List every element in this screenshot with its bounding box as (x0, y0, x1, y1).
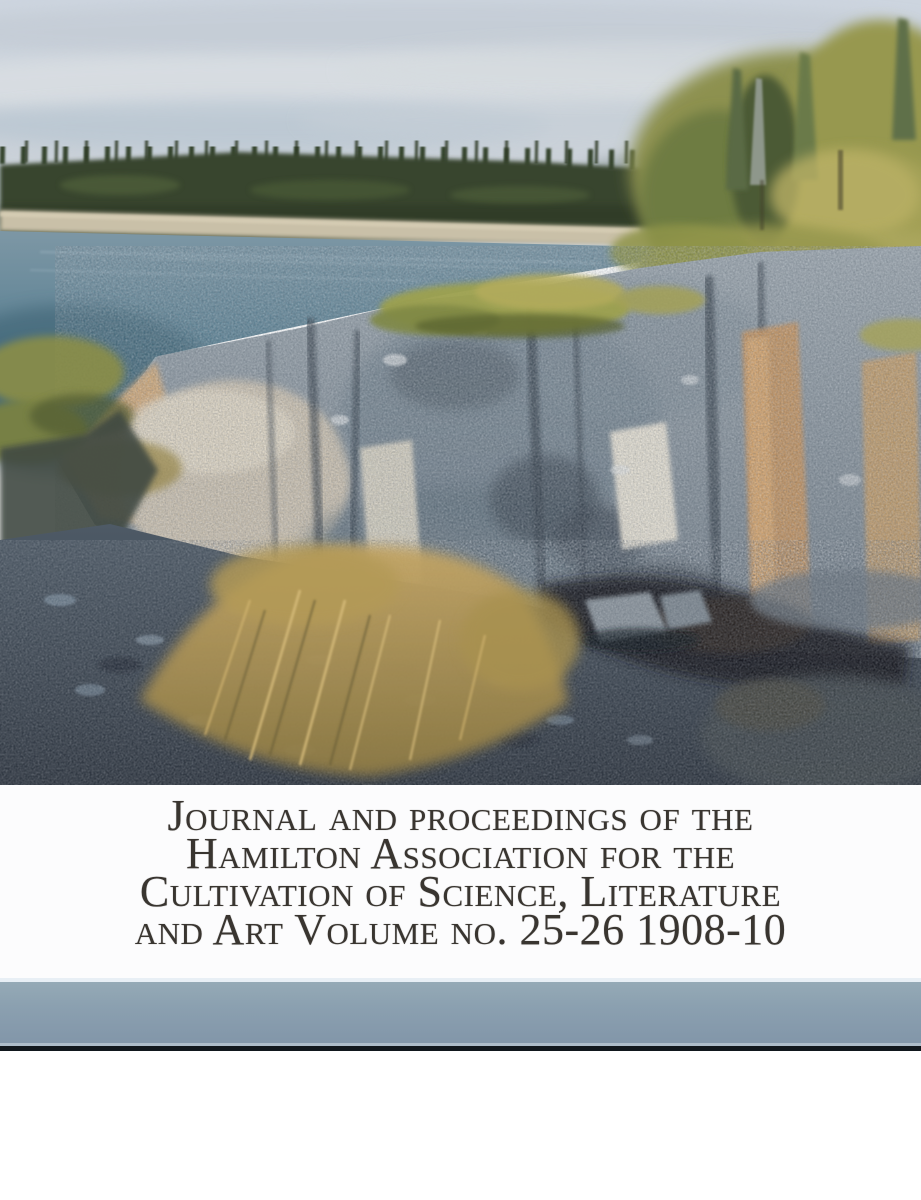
title-line-2: Hamilton Association for the (185, 829, 736, 878)
accent-band (0, 982, 921, 1043)
title-line-3: Cultivation of Science, Literature (139, 867, 782, 916)
title-band (0, 785, 921, 978)
title-line-4: and Art Volume no. 25-26 1908-10 (134, 905, 787, 954)
tree-trunk (838, 150, 843, 210)
bottom-margin (0, 1051, 921, 1200)
title-line-1: Journal and proceedings of the (167, 791, 754, 840)
tree-trunk (760, 180, 764, 230)
